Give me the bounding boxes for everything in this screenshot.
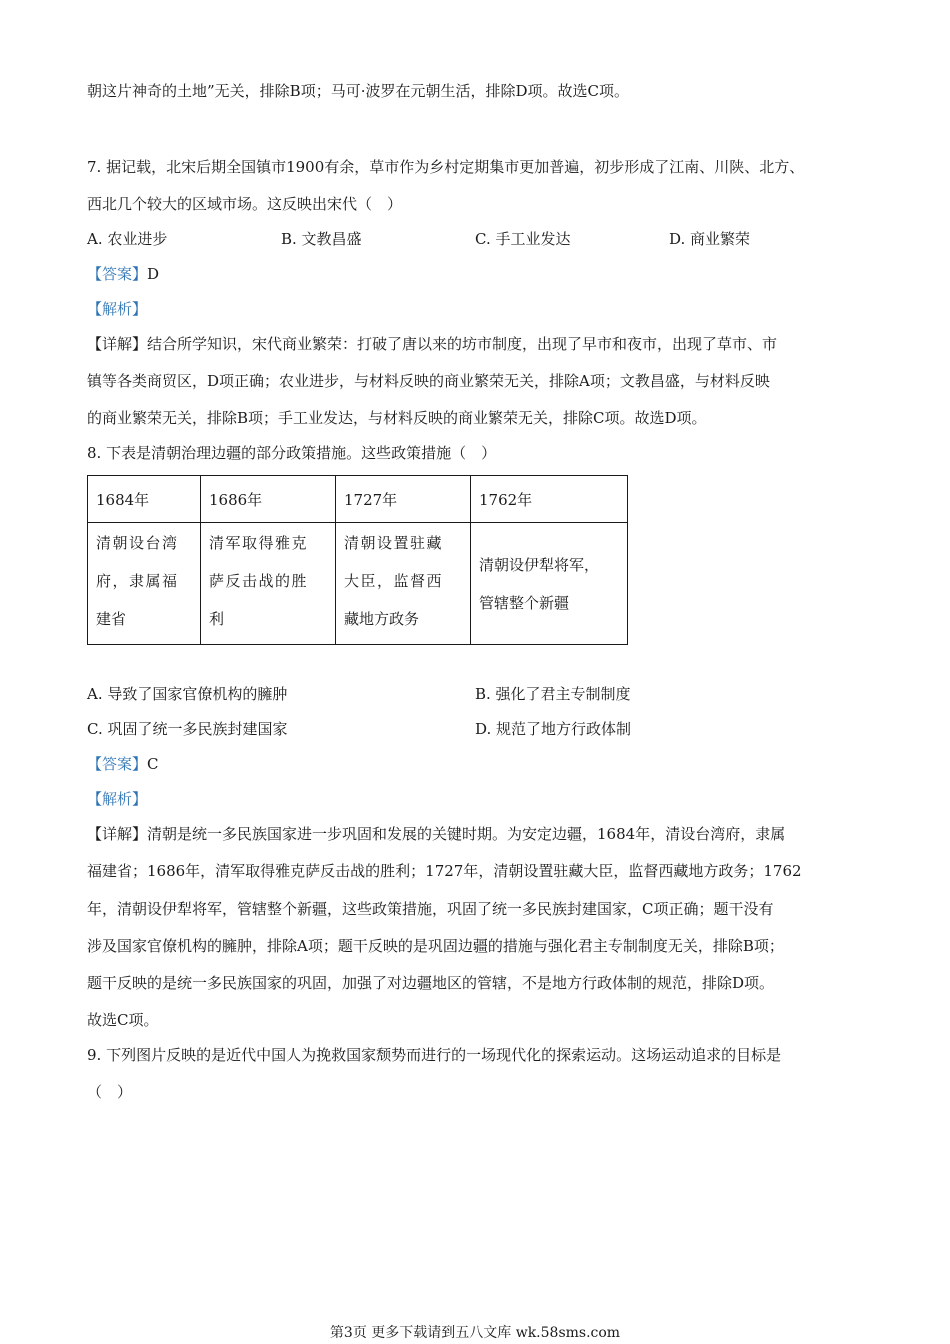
year-cell: 1684年 [88, 476, 201, 523]
policy-table [87, 475, 628, 645]
q8-option-b: B. 强化了君主专制制度 [475, 685, 631, 703]
table-header-row [88, 476, 628, 523]
cell-line: 清朝设伊犁将军， [479, 556, 600, 574]
q8-detail-line2: 福建省；1686年，清军取得雅克萨反击战的胜利；1727年，清朝设置驻藏大臣，监督西藏地方政务；1762 [87, 862, 802, 880]
year-cell: 1727年 [336, 476, 471, 523]
answer-tag: 【答案】 [87, 755, 148, 773]
q7-stem-line2: 西北几个较大的区域市场。这反映出宋代（ ） [87, 195, 403, 213]
page-footer: 第3页 更多下载请到五八文库 wk.58sms.com [329, 1325, 621, 1341]
q7-analysis-tag: 【解析】 [87, 300, 148, 318]
cell-line: 利 [209, 610, 225, 628]
answer-value: D [147, 265, 160, 283]
q7-stem-line1: 7. 据记载，北宋后期全国镇市1900有余，草市作为乡村定期集市更加普遍，初步形成了江南、川陕、北方、 [87, 158, 805, 176]
q7-detail-line2: 镇等各类商贸区，D项正确；农业进步，与材料反映的商业繁荣无关，排除A项；文教昌盛，与材料反映 [87, 372, 770, 390]
policy-cell [336, 523, 471, 645]
q7-option-d: D. 商业繁荣 [669, 230, 751, 248]
q7-option-c: C. 手工业发达 [475, 230, 571, 248]
cell-line: 府，隶属福 [96, 572, 179, 590]
q8-stem: 8. 下表是清朝治理边疆的部分政策措施。这些政策措施（ ） [87, 444, 497, 462]
year-cell: 1762年 [471, 476, 628, 523]
cell-line: 清朝设置驻藏 [344, 534, 444, 552]
q8-option-a: A. 导致了国家官僚机构的臃肿 [87, 685, 288, 703]
cell-line: 大臣，监督西 [344, 572, 444, 590]
carryover-text: 朝这片神奇的土地”无关，排除B项；马可·波罗在元朝生活，排除D项。故选C项。 [87, 82, 629, 100]
q7-option-b: B. 文教昌盛 [281, 230, 362, 248]
cell-line: 管辖整个新疆 [479, 594, 570, 612]
q7-option-a: A. 农业进步 [87, 230, 168, 248]
q8-detail-line3: 年，清朝设伊犁将军，管辖整个新疆，这些政策措施，巩固了统一多民族封建国家，C项正确；题干没有 [87, 900, 774, 918]
table-body-row [88, 523, 628, 645]
q8-detail-line4: 涉及国家官僚机构的臃肿，排除A项；题干反映的是巩固边疆的措施与强化君主专制制度无关，排除B项； [87, 937, 784, 955]
detail-text: 清朝是统一多民族国家进一步巩固和发展的关键时期。为安定边疆，1684年，清设台湾府，隶属 [147, 825, 786, 843]
q9-stem-line1: 9. 下列图片反映的是近代中国人为挽救国家颓势而进行的一场现代化的探索运动。这场运动追求的目标是 [87, 1046, 782, 1064]
q7-detail-line3: 的商业繁荣无关，排除B项；手工业发达，与材料反映的商业繁荣无关，排除C项。故选D项。 [87, 409, 707, 427]
q8-option-c: C. 巩固了统一多民族封建国家 [87, 720, 288, 738]
q8-analysis-tag: 【解析】 [87, 790, 148, 808]
policy-cell [201, 523, 336, 645]
q9-stem-line2: （ ） [87, 1083, 133, 1101]
q7-detail-line1 [87, 334, 777, 354]
detail-text: 结合所学知识，宋代商业繁荣：打破了唐以来的坊市制度，出现了早市和夜市，出现了草市、市 [147, 335, 778, 353]
cell-line: 清朝设台湾 [96, 534, 179, 552]
cell-line: 萨反击战的胜 [209, 572, 309, 590]
cell-line: 藏地方政务 [344, 610, 420, 628]
q8-option-d: D. 规范了地方行政体制 [475, 720, 632, 738]
detail-tag: 【详解】 [87, 825, 148, 843]
q7-answer [87, 264, 159, 284]
detail-tag: 【详解】 [87, 335, 148, 353]
q8-detail-line5: 题干反映的是统一多民族国家的巩固，加强了对边疆地区的管辖，不是地方行政体制的规范，排除D项。 [87, 974, 775, 992]
policy-cell [88, 523, 201, 645]
policy-cell [471, 523, 628, 645]
q8-detail-line1 [87, 824, 785, 844]
q8-detail-line6: 故选C项。 [87, 1011, 159, 1029]
answer-tag: 【答案】 [87, 265, 148, 283]
cell-line: 清军取得雅克 [209, 534, 309, 552]
cell-line: 建省 [96, 610, 127, 628]
year-cell: 1686年 [201, 476, 336, 523]
q8-answer [87, 754, 159, 774]
answer-value: C [147, 755, 159, 773]
